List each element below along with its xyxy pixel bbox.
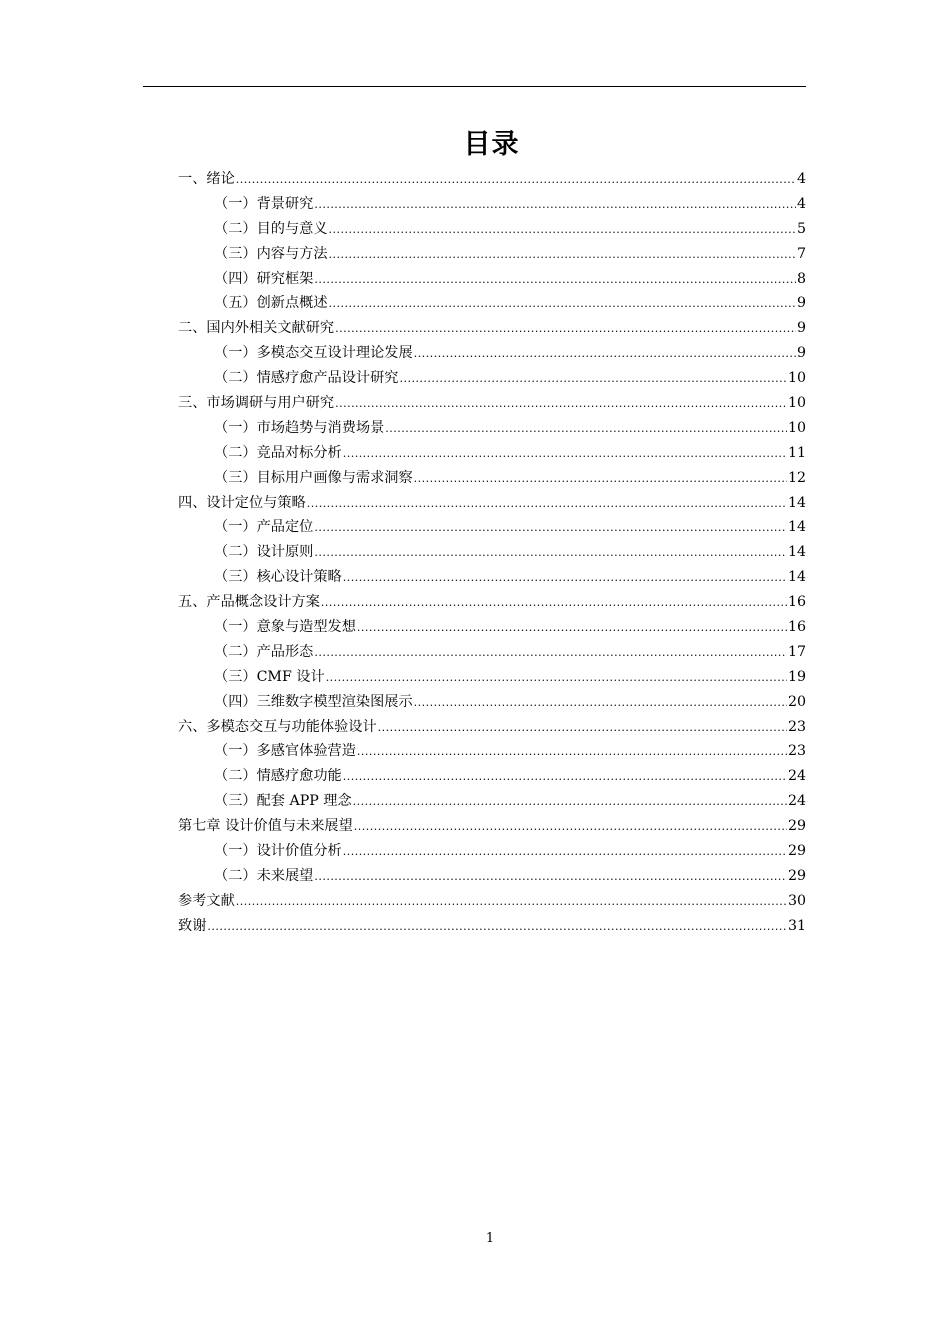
toc-dot-leader <box>354 820 787 833</box>
toc-entry-label: （三）核心设计策略 <box>214 569 342 586</box>
toc-entry-page: 10 <box>787 395 806 412</box>
toc-dot-leader <box>343 770 787 783</box>
toc-dot-leader <box>357 745 787 758</box>
toc-section-entry[interactable] <box>178 367 806 392</box>
toc-entry-label: （二）设计原则 <box>214 544 314 561</box>
toc-entry-label: 致谢 <box>178 917 207 934</box>
toc-dot-leader <box>385 422 787 435</box>
toc-chapter-entry[interactable] <box>178 915 806 940</box>
toc-section-entry[interactable] <box>178 840 806 865</box>
toc-entry-label: （五）创新点概述 <box>214 295 328 312</box>
toc-entry-label: （二）竞品对标分析 <box>214 444 342 461</box>
toc-section-entry[interactable] <box>178 641 806 666</box>
toc-dot-leader <box>414 347 796 360</box>
toc-entry-page: 19 <box>787 668 806 685</box>
toc-entry-page: 4 <box>796 171 806 187</box>
toc-section-entry[interactable] <box>178 740 806 765</box>
toc-section-entry[interactable] <box>178 765 806 790</box>
toc-section-entry[interactable] <box>178 193 806 218</box>
toc-entry-label: （一）多模态交互设计理论发展 <box>214 345 413 362</box>
toc-section-entry[interactable] <box>178 691 806 716</box>
toc-entry-label: （三）CMF 设计 <box>214 668 325 685</box>
toc-dot-leader <box>378 721 787 734</box>
toc-section-entry[interactable] <box>178 467 806 492</box>
toc-entry-label: （一）市场趋势与消费场景 <box>214 419 385 436</box>
toc-dot-leader <box>353 795 787 808</box>
toc-dot-leader <box>236 173 796 186</box>
toc-entry-label: 五、产品概念设计方案 <box>178 594 320 611</box>
toc-dot-leader <box>329 248 796 261</box>
toc-entry-label: 三、市场调研与用户研究 <box>178 395 335 412</box>
toc-entry-page: 10 <box>787 370 806 387</box>
toc-dot-leader <box>321 596 787 609</box>
toc-entry-page: 20 <box>787 693 806 710</box>
toc-entry-page: 23 <box>787 743 806 760</box>
toc-entry-page: 30 <box>787 892 806 909</box>
toc-entry-label: （二）产品形态 <box>214 643 314 660</box>
toc-entry-page: 11 <box>787 444 806 461</box>
toc-dot-leader <box>314 273 796 286</box>
toc-dot-leader <box>414 472 787 485</box>
toc-entry-label: （三）配套 APP 理念 <box>214 793 352 810</box>
toc-entry-label: （一）设计价值分析 <box>214 843 342 860</box>
toc-entry-label: 四、设计定位与策略 <box>178 494 306 511</box>
toc-entry-page: 5 <box>796 220 806 237</box>
toc-entry-label: （一）意象与造型发想 <box>214 619 356 636</box>
table-of-contents <box>178 168 806 940</box>
toc-entry-page: 9 <box>796 295 806 312</box>
toc-section-entry[interactable] <box>178 516 806 541</box>
toc-entry-label: （二）情感疗愈产品设计研究 <box>214 370 399 387</box>
toc-dot-leader <box>314 546 787 559</box>
toc-dot-leader <box>326 671 787 684</box>
toc-section-entry[interactable] <box>178 342 806 367</box>
toc-entry-label: （一）多感官体验营造 <box>214 743 356 760</box>
toc-section-entry[interactable] <box>178 616 806 641</box>
page-title: 目录 <box>463 129 520 160</box>
toc-dot-leader <box>343 845 787 858</box>
toc-entry-page: 29 <box>787 843 806 860</box>
toc-entry-label: （一）产品定位 <box>214 519 314 536</box>
toc-dot-leader <box>335 397 787 410</box>
toc-section-entry[interactable] <box>178 243 806 268</box>
toc-dot-leader <box>343 571 787 584</box>
toc-dot-leader <box>414 696 787 709</box>
toc-entry-page: 10 <box>787 419 806 436</box>
header-rule <box>143 86 806 87</box>
toc-entry-label: （一）背景研究 <box>214 195 314 212</box>
toc-section-entry[interactable] <box>178 268 806 293</box>
toc-section-entry[interactable] <box>178 865 806 890</box>
toc-entry-page: 24 <box>787 793 806 810</box>
toc-entry-label: 六、多模态交互与功能体验设计 <box>178 718 377 735</box>
toc-dot-leader <box>357 621 787 634</box>
toc-chapter-entry[interactable] <box>178 890 806 915</box>
toc-entry-label: 第七章 设计价值与未来展望 <box>178 818 353 835</box>
toc-entry-label: 二、国内外相关文献研究 <box>178 320 335 337</box>
toc-dot-leader <box>236 895 787 908</box>
toc-entry-label: （四）研究框架 <box>214 270 314 287</box>
toc-section-entry[interactable] <box>178 442 806 467</box>
toc-dot-leader <box>314 521 787 534</box>
toc-section-entry[interactable] <box>178 541 806 566</box>
toc-chapter-entry[interactable] <box>178 168 806 193</box>
toc-dot-leader <box>335 322 796 335</box>
toc-entry-page: 4 <box>796 195 806 212</box>
toc-dot-leader <box>399 372 786 385</box>
toc-section-entry[interactable] <box>178 566 806 591</box>
toc-entry-label: （三）内容与方法 <box>214 245 328 262</box>
toc-section-entry[interactable] <box>178 666 806 691</box>
toc-dot-leader <box>314 646 787 659</box>
toc-chapter-entry[interactable] <box>178 591 806 616</box>
toc-entry-page: 14 <box>787 494 806 511</box>
toc-dot-leader <box>207 920 787 933</box>
toc-entry-page: 9 <box>796 345 806 362</box>
toc-entry-label: （二）未来展望 <box>214 867 314 884</box>
toc-dot-leader <box>329 223 796 236</box>
toc-section-entry[interactable] <box>178 292 806 317</box>
toc-entry-page: 14 <box>787 569 806 586</box>
toc-entry-page: 24 <box>787 768 806 785</box>
toc-dot-leader <box>314 198 796 211</box>
toc-entry-page: 12 <box>787 469 806 486</box>
toc-entry-page: 16 <box>787 594 806 611</box>
toc-entry-page: 14 <box>787 519 806 536</box>
toc-entry-label: 参考文献 <box>178 892 235 909</box>
toc-chapter-entry[interactable] <box>178 492 806 517</box>
toc-entry-page: 23 <box>787 718 806 735</box>
toc-entry-label: （三）目标用户画像与需求洞察 <box>214 469 413 486</box>
toc-entry-page: 8 <box>796 270 806 287</box>
toc-entry-page: 7 <box>796 245 806 262</box>
toc-entry-page: 29 <box>787 818 806 835</box>
page-number: 1 <box>485 1231 495 1246</box>
toc-section-entry[interactable] <box>178 218 806 243</box>
toc-entry-page: 31 <box>787 917 806 934</box>
toc-dot-leader <box>307 497 787 510</box>
toc-entry-label: 一、绪论 <box>178 171 235 187</box>
toc-section-entry[interactable] <box>178 790 806 815</box>
toc-dot-leader <box>343 447 787 460</box>
toc-entry-page: 14 <box>787 544 806 561</box>
toc-chapter-entry[interactable] <box>178 392 806 417</box>
toc-entry-page: 29 <box>787 867 806 884</box>
toc-dot-leader <box>329 297 796 310</box>
toc-entry-page: 16 <box>787 619 806 636</box>
toc-entry-page: 9 <box>796 320 806 337</box>
toc-entry-label: （二）情感疗愈功能 <box>214 768 342 785</box>
toc-dot-leader <box>314 870 787 883</box>
toc-section-entry[interactable] <box>178 417 806 442</box>
toc-chapter-entry[interactable] <box>178 815 806 840</box>
toc-entry-label: （四）三维数字模型渲染图展示 <box>214 693 413 710</box>
toc-entry-label: （二）目的与意义 <box>214 220 328 237</box>
toc-chapter-entry[interactable] <box>178 317 806 342</box>
toc-entry-page: 17 <box>787 643 806 660</box>
toc-chapter-entry[interactable] <box>178 716 806 741</box>
